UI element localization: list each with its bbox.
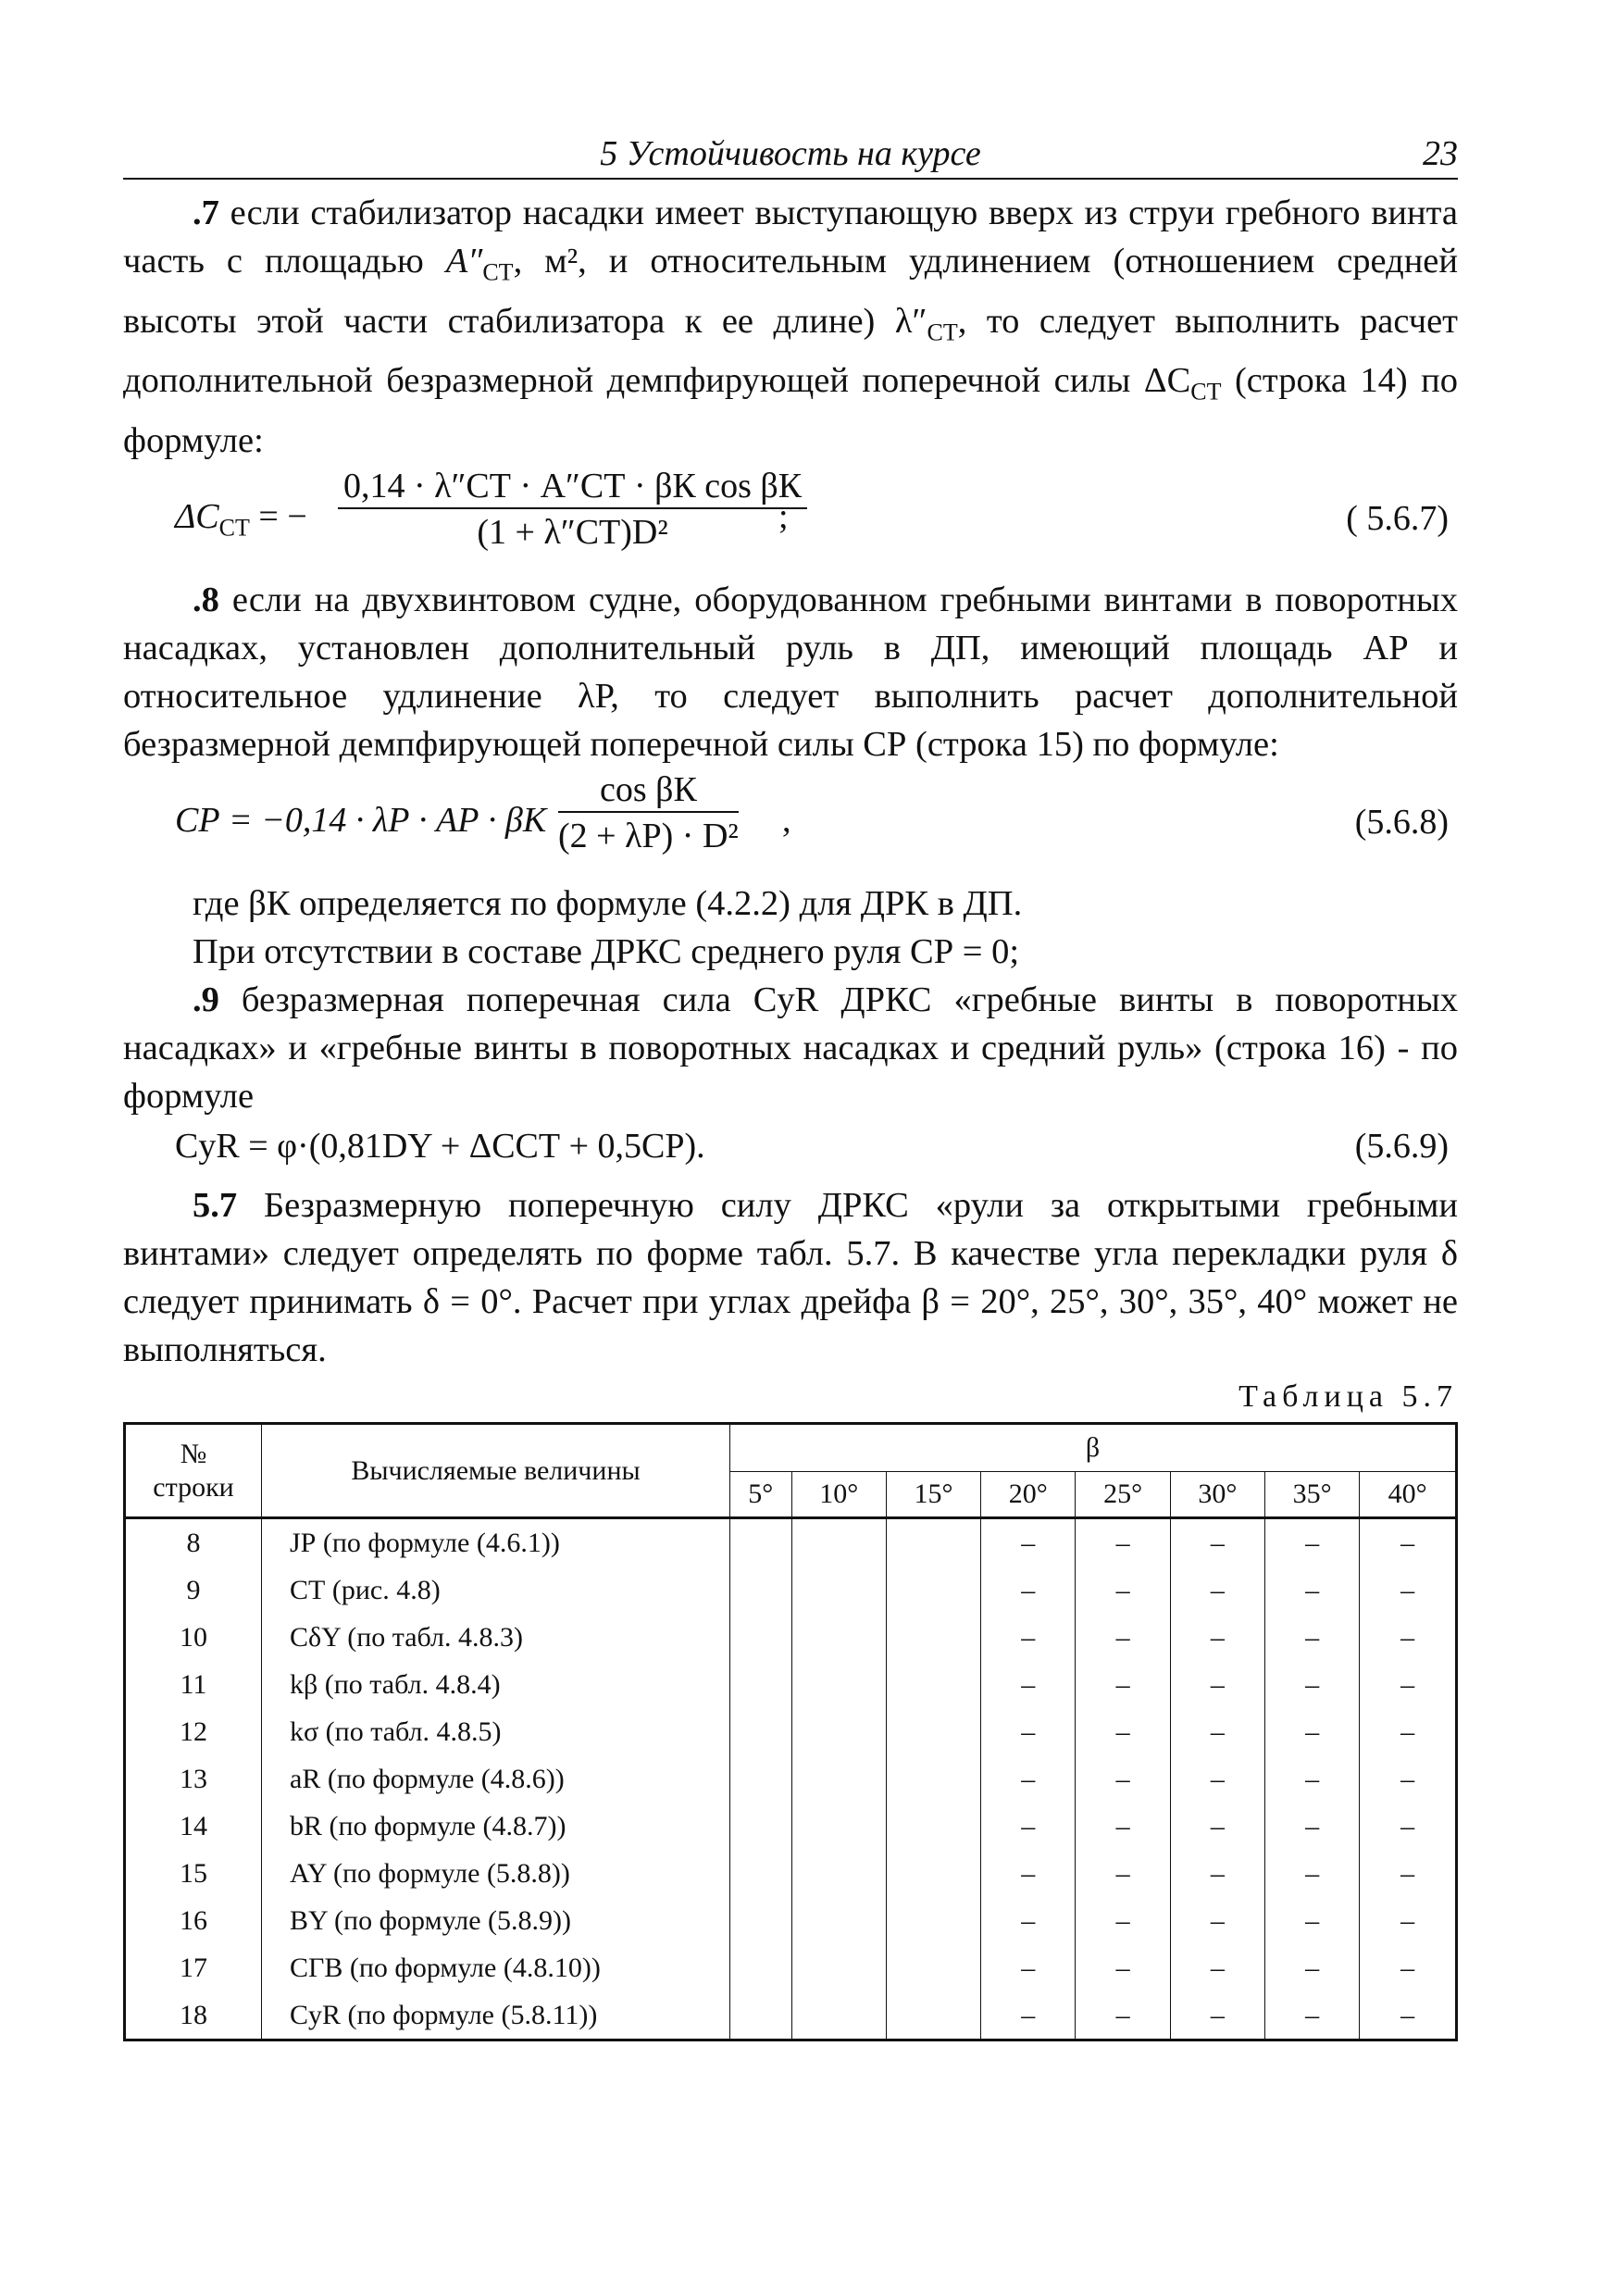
formula-number: (5.6.8) — [1354, 803, 1449, 842]
value-cell — [730, 1708, 792, 1755]
value-cell: – — [981, 1614, 1076, 1661]
value-cell — [791, 1518, 886, 1567]
row-number: 13 — [125, 1755, 262, 1803]
header-title: 5 Устойчивость на курсе — [600, 134, 981, 173]
row-number: 16 — [125, 1897, 262, 1944]
value-cell — [791, 1614, 886, 1661]
row-number: 12 — [125, 1708, 262, 1755]
paragraph-where: где βК определяется по формуле (4.2.2) для ДРК в ДП. — [193, 884, 1023, 924]
table-5-7 — [123, 1422, 1458, 2041]
value-cell: – — [1076, 1566, 1170, 1614]
value-cell: – — [981, 1803, 1076, 1850]
value-cell: – — [1265, 1944, 1360, 1991]
value-cell: – — [1360, 1518, 1457, 1567]
section-number: 5.7 — [193, 1186, 238, 1226]
row-quantity: aR (по формуле (4.8.6)) — [262, 1755, 730, 1803]
formula-5-6-9 — [123, 1120, 1458, 1174]
row-quantity: kσ (по табл. 4.8.5) — [262, 1708, 730, 1755]
formula-body: CyR = φ·(0,81DY + ΔCСТ + 0,5CР). — [175, 1127, 705, 1167]
value-cell: – — [1076, 1708, 1170, 1755]
table-row — [125, 1944, 1457, 1991]
angle-header: 40° — [1360, 1472, 1457, 1518]
angle-header: 15° — [886, 1472, 980, 1518]
value-cell — [730, 1661, 792, 1708]
table-row — [125, 1755, 1457, 1803]
row-quantity: kβ (по табл. 4.8.4) — [262, 1661, 730, 1708]
fraction-denominator: (2 + λР) · D² — [558, 817, 739, 856]
row-quantity: BY (по формуле (5.8.9)) — [262, 1897, 730, 1944]
table-row — [125, 1708, 1457, 1755]
page-number: 23 — [1423, 134, 1458, 173]
fraction-denominator: (1 + λ″СТ)D² — [477, 513, 668, 553]
value-cell — [886, 1614, 980, 1661]
paragraph-7: .7 если стабилизатор насадки имеет выступающую вверх из струи гребного винта часть с площадью $A''_{СТ}$, м², и относительным удлинением (отношением средней высоты этой части стабилизатора к ее длине) $\lambda''_{СТ}$, то следует выполнить расчет дополнительной безразмерной демпфирующей поперечной силы $\Delta C_{СТ}$ (строка 14) по формуле: — [123, 193, 1458, 461]
value-cell: – — [1265, 1991, 1360, 2040]
table-row — [125, 1897, 1457, 1944]
value-cell: – — [1360, 1803, 1457, 1850]
value-cell — [730, 1850, 792, 1897]
row-quantity: CГВ (по формуле (4.8.10)) — [262, 1944, 730, 1991]
formula-lhs: ΔC — [175, 497, 219, 537]
value-cell: – — [1265, 1803, 1360, 1850]
table-body — [125, 1518, 1457, 2040]
value-cell: – — [1076, 1944, 1170, 1991]
paragraph-8 — [123, 576, 1458, 768]
value-cell: – — [1170, 1944, 1264, 1991]
value-cell — [886, 1518, 980, 1567]
angle-header: 5° — [730, 1472, 792, 1518]
value-cell: – — [1360, 1850, 1457, 1897]
table-row — [125, 1850, 1457, 1897]
formula-5-6-7: $\Delta C_{СТ}$ = − 0,14 · λ″СТ · A″СТ · βК cos βК (1 + λ″СТ)D² ; ( 5.6.7) — [123, 465, 1458, 576]
value-cell — [791, 1850, 886, 1897]
value-cell: – — [1170, 1803, 1264, 1850]
value-cell: – — [1360, 1708, 1457, 1755]
value-cell — [791, 1755, 886, 1803]
value-cell: – — [1076, 1661, 1170, 1708]
value-cell: – — [1360, 1614, 1457, 1661]
value-cell: – — [1076, 1897, 1170, 1944]
item-number: .7 — [193, 193, 219, 232]
value-cell — [791, 1991, 886, 2040]
value-cell: – — [1076, 1850, 1170, 1897]
row-quantity: AY (по формуле (5.8.8)) — [262, 1850, 730, 1897]
row-number: 15 — [125, 1850, 262, 1897]
angle-header: 20° — [981, 1472, 1076, 1518]
col-header-name: Вычисляемые величины — [262, 1424, 730, 1518]
value-cell — [791, 1897, 886, 1944]
row-number: 9 — [125, 1566, 262, 1614]
value-cell: – — [1076, 1614, 1170, 1661]
table-row — [125, 1518, 1457, 1567]
row-number: 17 — [125, 1944, 262, 1991]
formula-number: ( 5.6.7) — [1346, 499, 1449, 539]
fraction-numerator: cos βК — [558, 768, 739, 813]
value-cell — [886, 1661, 980, 1708]
table-row — [125, 1614, 1457, 1661]
value-cell: – — [1170, 1614, 1264, 1661]
value-cell — [791, 1803, 886, 1850]
row-number: 11 — [125, 1661, 262, 1708]
value-cell: – — [1360, 1566, 1457, 1614]
angle-header: 25° — [1076, 1472, 1170, 1518]
paragraph-9 — [123, 976, 1458, 1120]
value-cell: – — [981, 1897, 1076, 1944]
row-quantity: CδY (по табл. 4.8.3) — [262, 1614, 730, 1661]
value-cell: – — [1360, 1755, 1457, 1803]
formula-tail: ; — [778, 497, 789, 537]
row-quantity: JР (по формуле (4.6.1)) — [262, 1518, 730, 1567]
angle-header: 35° — [1265, 1472, 1360, 1518]
value-cell: – — [981, 1944, 1076, 1991]
table-row — [125, 1803, 1457, 1850]
value-cell — [791, 1566, 886, 1614]
col-header-beta: β — [730, 1424, 1457, 1472]
p9-text: безразмерная поперечная сила CyR ДРКС «гребные винты в поворотных насадках» и «гребные винты в поворотных насадках и средний руль» (строка 16) - по формуле — [123, 980, 1458, 1117]
p7-text: , то следует выполнить расчет дополнительной безразмерной демпфирующей поперечной силы ΔC — [123, 301, 1458, 401]
value-cell: – — [1360, 1991, 1457, 2040]
value-cell: – — [981, 1661, 1076, 1708]
value-cell — [886, 1803, 980, 1850]
value-cell: – — [1170, 1755, 1264, 1803]
formula-number: (5.6.9) — [1354, 1127, 1449, 1167]
value-cell — [730, 1991, 792, 2040]
value-cell — [730, 1614, 792, 1661]
value-cell — [886, 1850, 980, 1897]
col-header-no: № строки — [125, 1424, 262, 1518]
angle-header: 30° — [1170, 1472, 1264, 1518]
value-cell — [886, 1897, 980, 1944]
value-cell: – — [1360, 1897, 1457, 1944]
value-cell: – — [1170, 1661, 1264, 1708]
value-cell — [730, 1897, 792, 1944]
value-cell: – — [1265, 1897, 1360, 1944]
row-number: 8 — [125, 1518, 262, 1567]
value-cell: – — [1265, 1518, 1360, 1567]
table-row — [125, 1661, 1457, 1708]
item-number: .8 — [193, 580, 219, 620]
formula-5-6-8 — [123, 768, 1458, 880]
value-cell: – — [981, 1708, 1076, 1755]
p7-text: если стабилизатор насадки имеет выступающую вверх из струи гребного винта часть с площадью — [123, 193, 1458, 281]
value-cell — [730, 1518, 792, 1567]
row-number: 10 — [125, 1614, 262, 1661]
value-cell: – — [1170, 1708, 1264, 1755]
value-cell — [730, 1944, 792, 1991]
value-cell: – — [1265, 1566, 1360, 1614]
value-cell: – — [1170, 1897, 1264, 1944]
table-row — [125, 1566, 1457, 1614]
value-cell: – — [1076, 1755, 1170, 1803]
value-cell — [791, 1708, 886, 1755]
page — [123, 130, 1458, 2041]
row-quantity: CТ (рис. 4.8) — [262, 1566, 730, 1614]
value-cell — [791, 1944, 886, 1991]
value-cell: – — [1170, 1566, 1264, 1614]
value-cell: – — [1170, 1850, 1264, 1897]
value-cell — [730, 1755, 792, 1803]
paragraph-absent: При отсутствии в составе ДРКС среднего руля CР = 0; — [193, 932, 1020, 972]
row-number: 18 — [125, 1991, 262, 2040]
p7-text: , м², и относительным удлинением (отношением средней высоты этой части стабилизатора к ее длине) — [123, 242, 1458, 341]
value-cell: – — [981, 1991, 1076, 2040]
p57-text: Безразмерную поперечную силу ДРКС «рули за открытыми гребными винтами» следует определять по форме табл. 5.7. В качестве угла перекладки руля δ следует принимать δ = 0°. Расчет при углах дрейфа β = 20°, 25°, 30°, 35°, 40° может не выполняться. — [123, 1186, 1458, 1370]
value-cell — [730, 1803, 792, 1850]
formula-lhs: CР = −0,14 · λР · AР · βК — [175, 801, 547, 841]
value-cell — [886, 1944, 980, 1991]
p7-text: (строка 14) по формуле: — [123, 361, 1458, 461]
item-number: .9 — [193, 980, 219, 1020]
value-cell — [791, 1661, 886, 1708]
table-caption: Таблица 5.7 — [1238, 1379, 1458, 1415]
value-cell: – — [1170, 1991, 1264, 2040]
table-row — [125, 1991, 1457, 2040]
value-cell: – — [981, 1850, 1076, 1897]
value-cell — [886, 1755, 980, 1803]
value-cell: – — [1265, 1614, 1360, 1661]
formula-eq: = − — [249, 497, 307, 537]
p8-text: если на двухвинтовом судне, оборудованном гребными винтами в поворотных насадках, установлен дополнительный руль в ДП, имеющий площадь AР и относительное удлинение λР, то следует выполнить расчет дополнительной безразмерной демпфирующей поперечной силы CР (строка 15) по формуле: — [123, 580, 1458, 765]
value-cell: – — [1360, 1944, 1457, 1991]
value-cell: – — [1265, 1850, 1360, 1897]
value-cell: – — [981, 1566, 1076, 1614]
running-header — [123, 130, 1458, 180]
value-cell: – — [1360, 1661, 1457, 1708]
value-cell: – — [1076, 1991, 1170, 2040]
angle-header: 10° — [791, 1472, 886, 1518]
value-cell: – — [1265, 1708, 1360, 1755]
row-quantity: bR (по формуле (4.8.7)) — [262, 1803, 730, 1850]
value-cell: – — [1076, 1518, 1170, 1567]
value-cell — [730, 1566, 792, 1614]
value-cell — [886, 1991, 980, 2040]
value-cell: – — [1265, 1755, 1360, 1803]
row-number: 14 — [125, 1803, 262, 1850]
value-cell: – — [1170, 1518, 1264, 1567]
value-cell: – — [1265, 1661, 1360, 1708]
row-quantity: CyR (по формуле (5.8.11)) — [262, 1991, 730, 2040]
value-cell — [886, 1566, 980, 1614]
value-cell — [886, 1708, 980, 1755]
value-cell: – — [1076, 1803, 1170, 1850]
value-cell: – — [981, 1518, 1076, 1567]
value-cell: – — [981, 1755, 1076, 1803]
paragraph-5-7 — [123, 1181, 1458, 1374]
formula-tail: , — [782, 801, 791, 841]
fraction-numerator: 0,14 · λ″СТ · A″СТ · βК cos βК — [338, 465, 807, 509]
